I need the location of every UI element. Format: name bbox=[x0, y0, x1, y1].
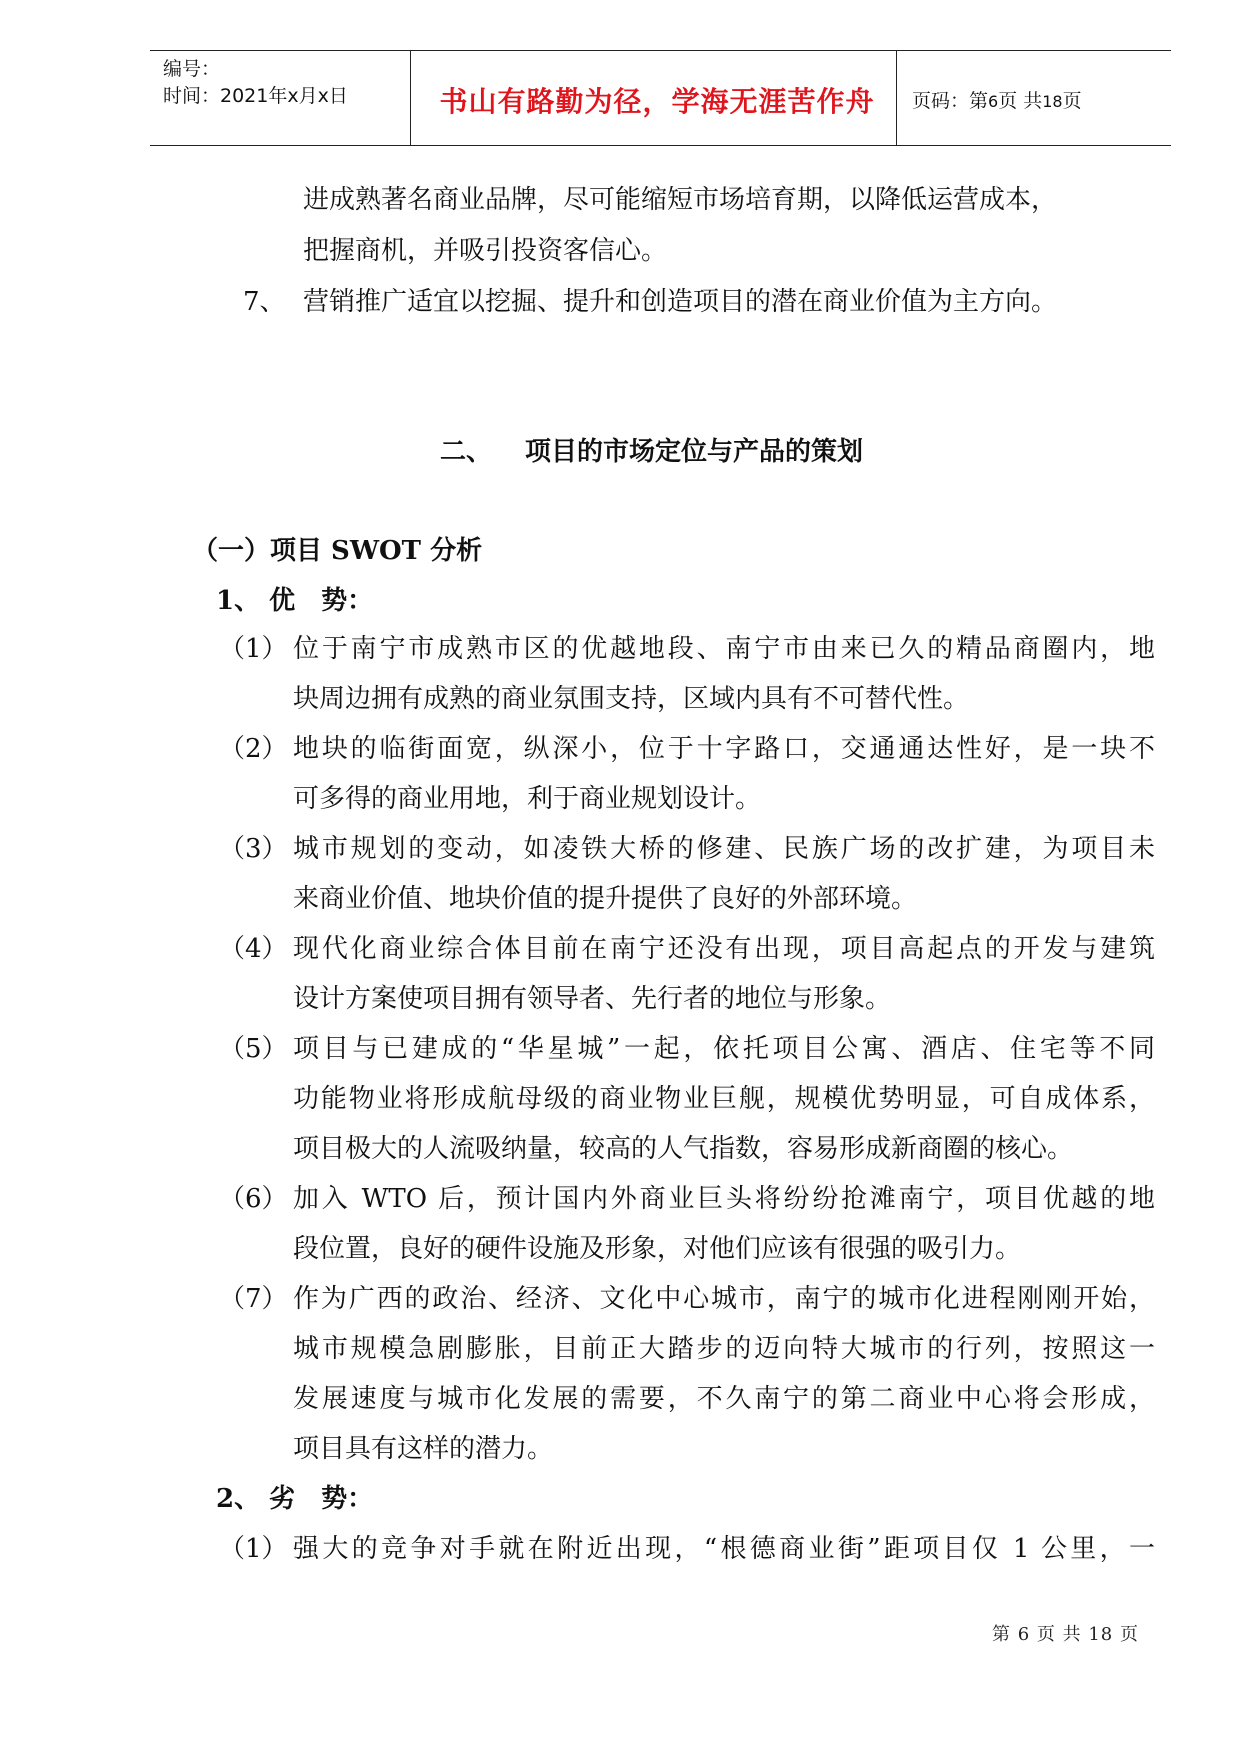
header-top-rule bbox=[150, 50, 1171, 51]
advantage-number: （2） bbox=[219, 734, 288, 764]
advantage-line: 来商业价值、地块价值的提升提供了良好的外部环境。 bbox=[293, 884, 918, 914]
advantage-line: 设计方案使项目拥有领导者、先行者的地位与形象。 bbox=[293, 984, 892, 1014]
header-divider-left bbox=[410, 50, 411, 146]
disadvantage-line: 强大的竞争对手就在附近出现，“根德商业街”距项目仅 1 公里，一 bbox=[293, 1534, 1155, 1564]
advantage-line: 作为广西的政治、经济、文化中心城市，南宁的城市化进程刚刚开始， bbox=[293, 1284, 1155, 1314]
advantage-line: 城市规划的变动，如凌铁大桥的修建、民族广场的改扩建，为项目未 bbox=[293, 834, 1155, 864]
advantage-number: （7） bbox=[219, 1284, 288, 1314]
header-number: 编号： bbox=[163, 58, 221, 80]
advantage-number: （3） bbox=[219, 834, 288, 864]
advantage-line: 块周边拥有成熟的商业氛围支持，区域内具有不可替代性。 bbox=[293, 684, 970, 714]
advantage-line: 城市规模急剧膨胀，目前正大踏步的迈向特大城市的行列，按照这一 bbox=[293, 1334, 1155, 1364]
list-item-number: 7、 bbox=[243, 287, 286, 317]
header-page-info bbox=[912, 86, 1082, 113]
advantages-heading: 1、 优 势： bbox=[216, 586, 374, 616]
header-motto: 书山有路勤为径，学海无涯苦作舟 bbox=[439, 85, 875, 118]
advantage-line: 功能物业将形成航母级的商业物业巨舰，规模优势明显，可自成体系， bbox=[293, 1084, 1155, 1114]
advantage-line: 可多得的商业用地，利于商业规划设计。 bbox=[293, 784, 762, 814]
disadvantages-heading: 2、 劣 势： bbox=[216, 1484, 374, 1514]
header-time: 时间：2021年x月x日 bbox=[163, 85, 348, 107]
header-page-end: 页 bbox=[1062, 90, 1082, 112]
list-item-text: 营销推广适宜以挖掘、提升和创造项目的潜在商业价值为主方向。 bbox=[303, 287, 1058, 317]
advantage-line: 现代化商业综合体目前在南宁还没有出现，项目高起点的开发与建筑 bbox=[293, 934, 1155, 964]
advantage-number: （6） bbox=[219, 1184, 288, 1214]
advantage-line: 项目极大的人流吸纳量，较高的人气指数，容易形成新商圈的核心。 bbox=[293, 1134, 1074, 1164]
header-bottom-rule bbox=[150, 145, 1171, 146]
advantage-number: （4） bbox=[219, 934, 288, 964]
advantage-number: （5） bbox=[219, 1034, 288, 1064]
header-page-current: 6 bbox=[988, 92, 999, 111]
advantage-line: 段位置，良好的硬件设施及形象，对他们应该有很强的吸引力。 bbox=[293, 1234, 1022, 1264]
disadvantage-number: （1） bbox=[219, 1534, 288, 1564]
advantage-line: 发展速度与城市化发展的需要，不久南宁的第二商业中心将会形成， bbox=[293, 1384, 1155, 1414]
advantage-line: 项目与已建成的“华星城”一起，依托项目公寓、酒店、住宅等不同 bbox=[293, 1034, 1155, 1064]
header-meta bbox=[163, 56, 348, 110]
header-page-label: 页码：第 bbox=[912, 90, 989, 112]
subsection-heading: （一）项目 SWOT 分析 bbox=[192, 536, 483, 566]
section-number: 二、 bbox=[440, 437, 493, 467]
advantage-line: 地块的临街面宽，纵深小，位于十字路口，交通通达性好，是一块不 bbox=[293, 734, 1155, 764]
header-page-total: 18 bbox=[1042, 92, 1063, 111]
advantage-line: 项目具有这样的潜力。 bbox=[293, 1434, 554, 1464]
advantage-line: 加入 WTO 后，预计国内外商业巨头将纷纷抢滩南宁，项目优越的地 bbox=[293, 1184, 1155, 1214]
paragraph-continuation-line: 进成熟著名商业品牌，尽可能缩短市场培育期，以降低运营成本， bbox=[303, 185, 1058, 215]
header-page-mid: 页 共 bbox=[998, 90, 1043, 112]
page-footer: 第 6 页 共 18 页 bbox=[992, 1624, 1139, 1645]
paragraph-continuation-line: 把握商机，并吸引投资客信心。 bbox=[303, 236, 668, 266]
advantage-number: （1） bbox=[219, 634, 288, 664]
advantage-line: 位于南宁市成熟市区的优越地段、南宁市由来已久的精品商圈内，地 bbox=[293, 634, 1155, 664]
section-title: 项目的市场定位与产品的策划 bbox=[525, 437, 864, 467]
